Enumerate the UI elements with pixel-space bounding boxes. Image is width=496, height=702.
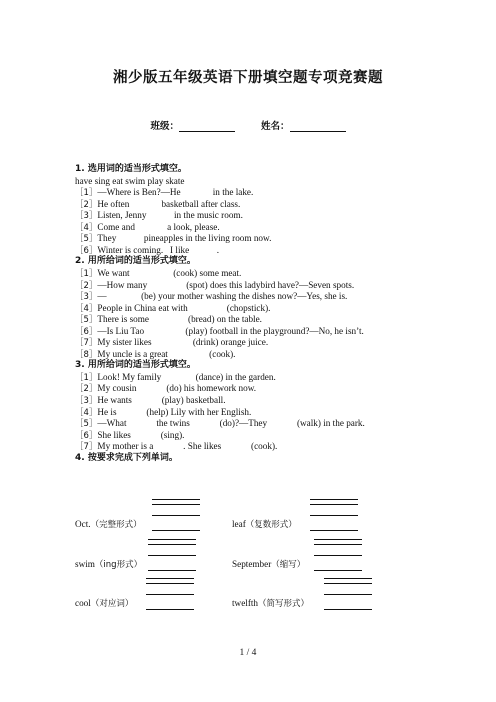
- word-item-left: [75, 518, 142, 530]
- question-text: My sister likes (drink) orange juice.: [97, 337, 269, 348]
- question-number: ［4］: [75, 222, 98, 233]
- question-number: ［2］: [75, 384, 98, 395]
- question-text: He is (help) Lily with her English.: [97, 406, 252, 417]
- name-label: 姓名：: [261, 121, 290, 132]
- question-text: Look! My family (dance) in the garden.: [97, 371, 276, 382]
- word: cool: [75, 598, 91, 608]
- instruction-hint: （简写形式）: [258, 599, 310, 609]
- question-item: [75, 326, 364, 338]
- question-number: ［1］: [75, 268, 98, 279]
- question-number: ［6］: [75, 430, 98, 441]
- question-text: She likes (sing).: [97, 429, 185, 440]
- question-number: ［2］: [75, 199, 98, 210]
- instruction-hint: （复数形式）: [245, 520, 297, 530]
- answer-line[interactable]: [148, 544, 196, 545]
- question-text: People in China eat with (chopstick).: [97, 302, 271, 313]
- question-text: —How many (spot) does this ladybird have?—Seven spots.: [97, 279, 355, 290]
- question-number: ［2］: [75, 280, 98, 291]
- section-heading: 1. 选用词的适当形式填空。: [75, 164, 187, 174]
- document-title: 湘少版五年级英语下册填空题专项竞赛题: [113, 70, 383, 86]
- section-heading: 2. 用所给词的适当形式填空。: [75, 256, 196, 267]
- question-number: ［5］: [75, 419, 98, 430]
- question-text: They pineapples in the living room now.: [97, 233, 272, 244]
- answer-line[interactable]: [314, 544, 362, 545]
- answer-line[interactable]: [310, 530, 358, 531]
- word-item-left: [75, 597, 133, 609]
- class-blank[interactable]: [179, 122, 235, 132]
- word: September: [232, 559, 272, 569]
- question-item: [75, 210, 243, 222]
- answer-line[interactable]: [152, 515, 200, 516]
- question-item: [75, 291, 347, 303]
- question-item: [75, 418, 365, 430]
- answer-line[interactable]: [314, 570, 362, 571]
- question-item: [75, 349, 235, 361]
- answer-line[interactable]: [314, 539, 362, 540]
- question-number: ［3］: [75, 396, 98, 406]
- question-text: Come and a look, please.: [97, 221, 220, 232]
- question-number: ［1］: [75, 372, 98, 383]
- word: twelfth: [232, 598, 259, 608]
- answer-line[interactable]: [324, 609, 372, 610]
- question-text: My uncle is a great (cook).: [97, 348, 236, 359]
- question-item: [75, 233, 271, 245]
- question-text: My cousin (do) his homework now.: [97, 383, 257, 394]
- section-heading: 4. 按要求完成下列单词。: [75, 452, 178, 463]
- instruction-hint: （ing形式）: [94, 560, 143, 570]
- question-text: We want (cook) some meat.: [97, 267, 242, 278]
- question-text: Winter is coming. I like .: [97, 244, 220, 255]
- word: swim: [75, 559, 95, 569]
- question-text: He often basketball after class.: [97, 198, 241, 209]
- question-item: [75, 268, 241, 280]
- answer-line[interactable]: [324, 594, 372, 595]
- answer-line[interactable]: [310, 515, 358, 516]
- name-blank[interactable]: [290, 122, 346, 132]
- question-item: [75, 383, 256, 395]
- question-number: ［6］: [75, 245, 98, 256]
- question-item: [75, 199, 240, 211]
- question-item: [75, 430, 184, 442]
- question-text: There is some (bread) on the table.: [97, 314, 262, 325]
- section-heading: 3. 用所给词的适当形式填空。: [75, 360, 196, 371]
- question-number: ［6］: [75, 326, 98, 337]
- word: Oct.: [75, 519, 91, 529]
- answer-line[interactable]: [324, 583, 372, 584]
- question-text: My mother is a . She likes (cook).: [97, 441, 278, 452]
- instruction-hint: （完整形式）: [90, 520, 142, 530]
- question-number: ［3］: [75, 211, 98, 222]
- answer-line[interactable]: [152, 530, 200, 531]
- answer-line[interactable]: [148, 570, 196, 571]
- answer-line[interactable]: [324, 578, 372, 579]
- word-item-right: [232, 597, 309, 609]
- instruction-hint: （对应词）: [90, 599, 134, 609]
- word: leaf: [232, 519, 246, 529]
- word-bank: have sing eat swim play skate: [75, 175, 185, 186]
- question-text: —What the twins (do)?—They (walk) in the park.: [97, 418, 365, 429]
- question-number: ［3］: [75, 292, 98, 303]
- question-item: [75, 407, 251, 419]
- word-item-right: [232, 518, 297, 530]
- question-text: Listen, Jenny in the music room.: [97, 210, 243, 221]
- word-item-left: [75, 558, 142, 570]
- answer-line[interactable]: [314, 555, 362, 556]
- question-text: —Where is Ben?—He in the lake.: [97, 187, 254, 198]
- instruction-hint: （缩写）: [271, 560, 306, 570]
- page-number: 1 / 4: [239, 648, 257, 658]
- question-number: ［8］: [75, 349, 98, 360]
- question-number: ［5］: [75, 315, 98, 326]
- answer-line[interactable]: [310, 504, 358, 505]
- question-item: [75, 187, 253, 199]
- answer-line[interactable]: [146, 594, 194, 595]
- question-number: ［4］: [75, 407, 98, 418]
- answer-line[interactable]: [148, 539, 196, 540]
- question-number: ［7］: [75, 442, 98, 453]
- question-text: —Is Liu Tao (play) football in the playground?—No, he isn’t.: [97, 325, 364, 336]
- answer-line[interactable]: [146, 609, 194, 610]
- question-item: [75, 441, 277, 453]
- answer-line[interactable]: [310, 499, 358, 500]
- question-item: [75, 280, 354, 292]
- answer-line[interactable]: [146, 583, 194, 584]
- answer-line[interactable]: [152, 504, 200, 505]
- answer-line[interactable]: [152, 499, 200, 500]
- question-number: ［5］: [75, 234, 98, 245]
- question-text: — (be) your mother washing the dishes now?—Yes, she is.: [97, 291, 348, 302]
- question-item: [75, 395, 226, 407]
- question-number: ［1］: [75, 188, 98, 199]
- class-label: 班级：: [150, 121, 179, 132]
- question-item: [75, 337, 268, 349]
- word-item-right: [232, 558, 305, 570]
- question-text: He wants (play) basketball.: [97, 395, 226, 405]
- question-item: [75, 303, 270, 315]
- question-item: [75, 222, 220, 234]
- question-item: [75, 372, 276, 384]
- question-number: ［4］: [75, 303, 98, 314]
- question-item: [75, 314, 262, 326]
- student-info: [0, 118, 496, 132]
- answer-line[interactable]: [148, 555, 196, 556]
- question-number: ［7］: [75, 338, 98, 349]
- answer-line[interactable]: [146, 578, 194, 579]
